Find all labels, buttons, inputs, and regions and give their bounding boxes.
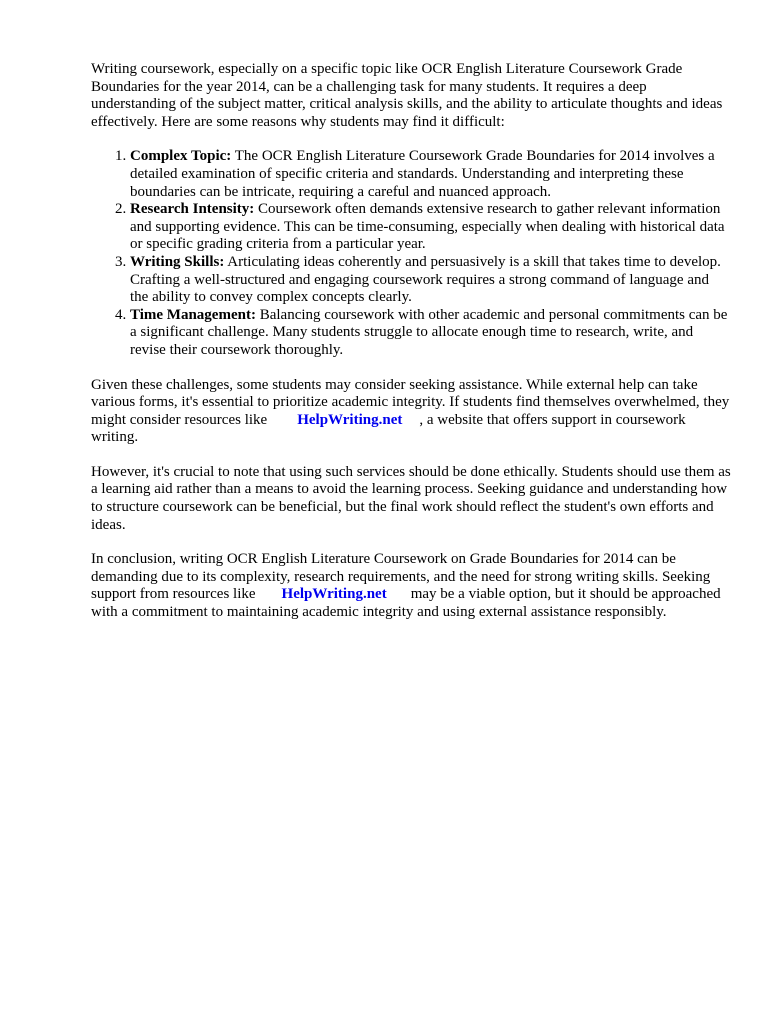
reason-term: Writing Skills: <box>130 253 225 270</box>
reason-text: Coursework often demands extensive research to gather relevant information and supporting evidence. This can be time-consuming, especially when dealing with historical data or specific grading criteria from a particular year. <box>130 201 725 253</box>
reason-term: Time Management: <box>130 306 256 323</box>
assistance-paragraph <box>91 377 731 447</box>
assistance-text-before: Given these challenges, some students may consider seeking assistance. While external help can take various forms, it's essential to prioritize academic integrity. If students find themselves overwhelmed, they might consider resources like <box>91 376 730 428</box>
reason-term: Complex Topic: <box>130 148 232 165</box>
list-item <box>130 254 731 307</box>
intro-paragraph: Writing coursework, especially on a specific topic like OCR English Literature Coursework Grade Boundaries for the year 2014, can be a challenging task for many students. It requires a deep understanding of the subject matter, critical analysis skills, and the ability to articulate thoughts and ideas effectively. Here are some reasons why students may find it difficult: <box>91 61 723 130</box>
reasons-list <box>91 148 731 359</box>
list-item <box>130 148 731 201</box>
conclusion-text-before: In conclusion, writing OCR English Literature Coursework on Grade Boundaries for 2014 can be demanding due to its complexity, research requirements, and the need for strong writing skills. Seeking support from resources like <box>91 551 711 603</box>
assistance-text-after: , a website that offers support in coursework writing. <box>91 411 686 446</box>
reason-text: The OCR English Literature Coursework Grade Boundaries for 2014 involves a detailed examination of specific criteria and standards. Understanding and interpreting these boundaries can be intricate, requiring a careful and nuanced approach. <box>130 148 715 200</box>
conclusion-text-after: may be a viable option, but it should be approached with a commitment to maintaining academic integrity and using external assistance responsibly. <box>91 586 721 621</box>
document-page <box>91 61 731 639</box>
reason-text: Balancing coursework with other academic and personal commitments can be a significant challenge. Many students struggle to allocate enough time to research, write, and revise their coursework thoroughly. <box>130 306 728 358</box>
reason-text: Articulating ideas coherently and persuasively is a skill that takes time to develop. Crafting a well-structured and engaging coursework requires a strong command of language and the ability to convey complex concepts clearly. <box>130 253 721 306</box>
reason-term: Research Intensity: <box>130 201 255 218</box>
list-item <box>130 307 731 360</box>
ethics-paragraph: However, it's crucial to note that using such services should be done ethically. Students should use them as a learning aid rather than a means to avoid the learning process. Seeking guidance and understanding how to structure coursework can be beneficial, but the final work should reflect the student's own efforts and ideas. <box>91 463 731 533</box>
conclusion-paragraph <box>91 551 731 621</box>
helpwriting-link[interactable]: HelpWriting.net <box>297 411 403 428</box>
helpwriting-link[interactable]: HelpWriting.net <box>281 586 387 603</box>
list-item <box>130 201 731 254</box>
